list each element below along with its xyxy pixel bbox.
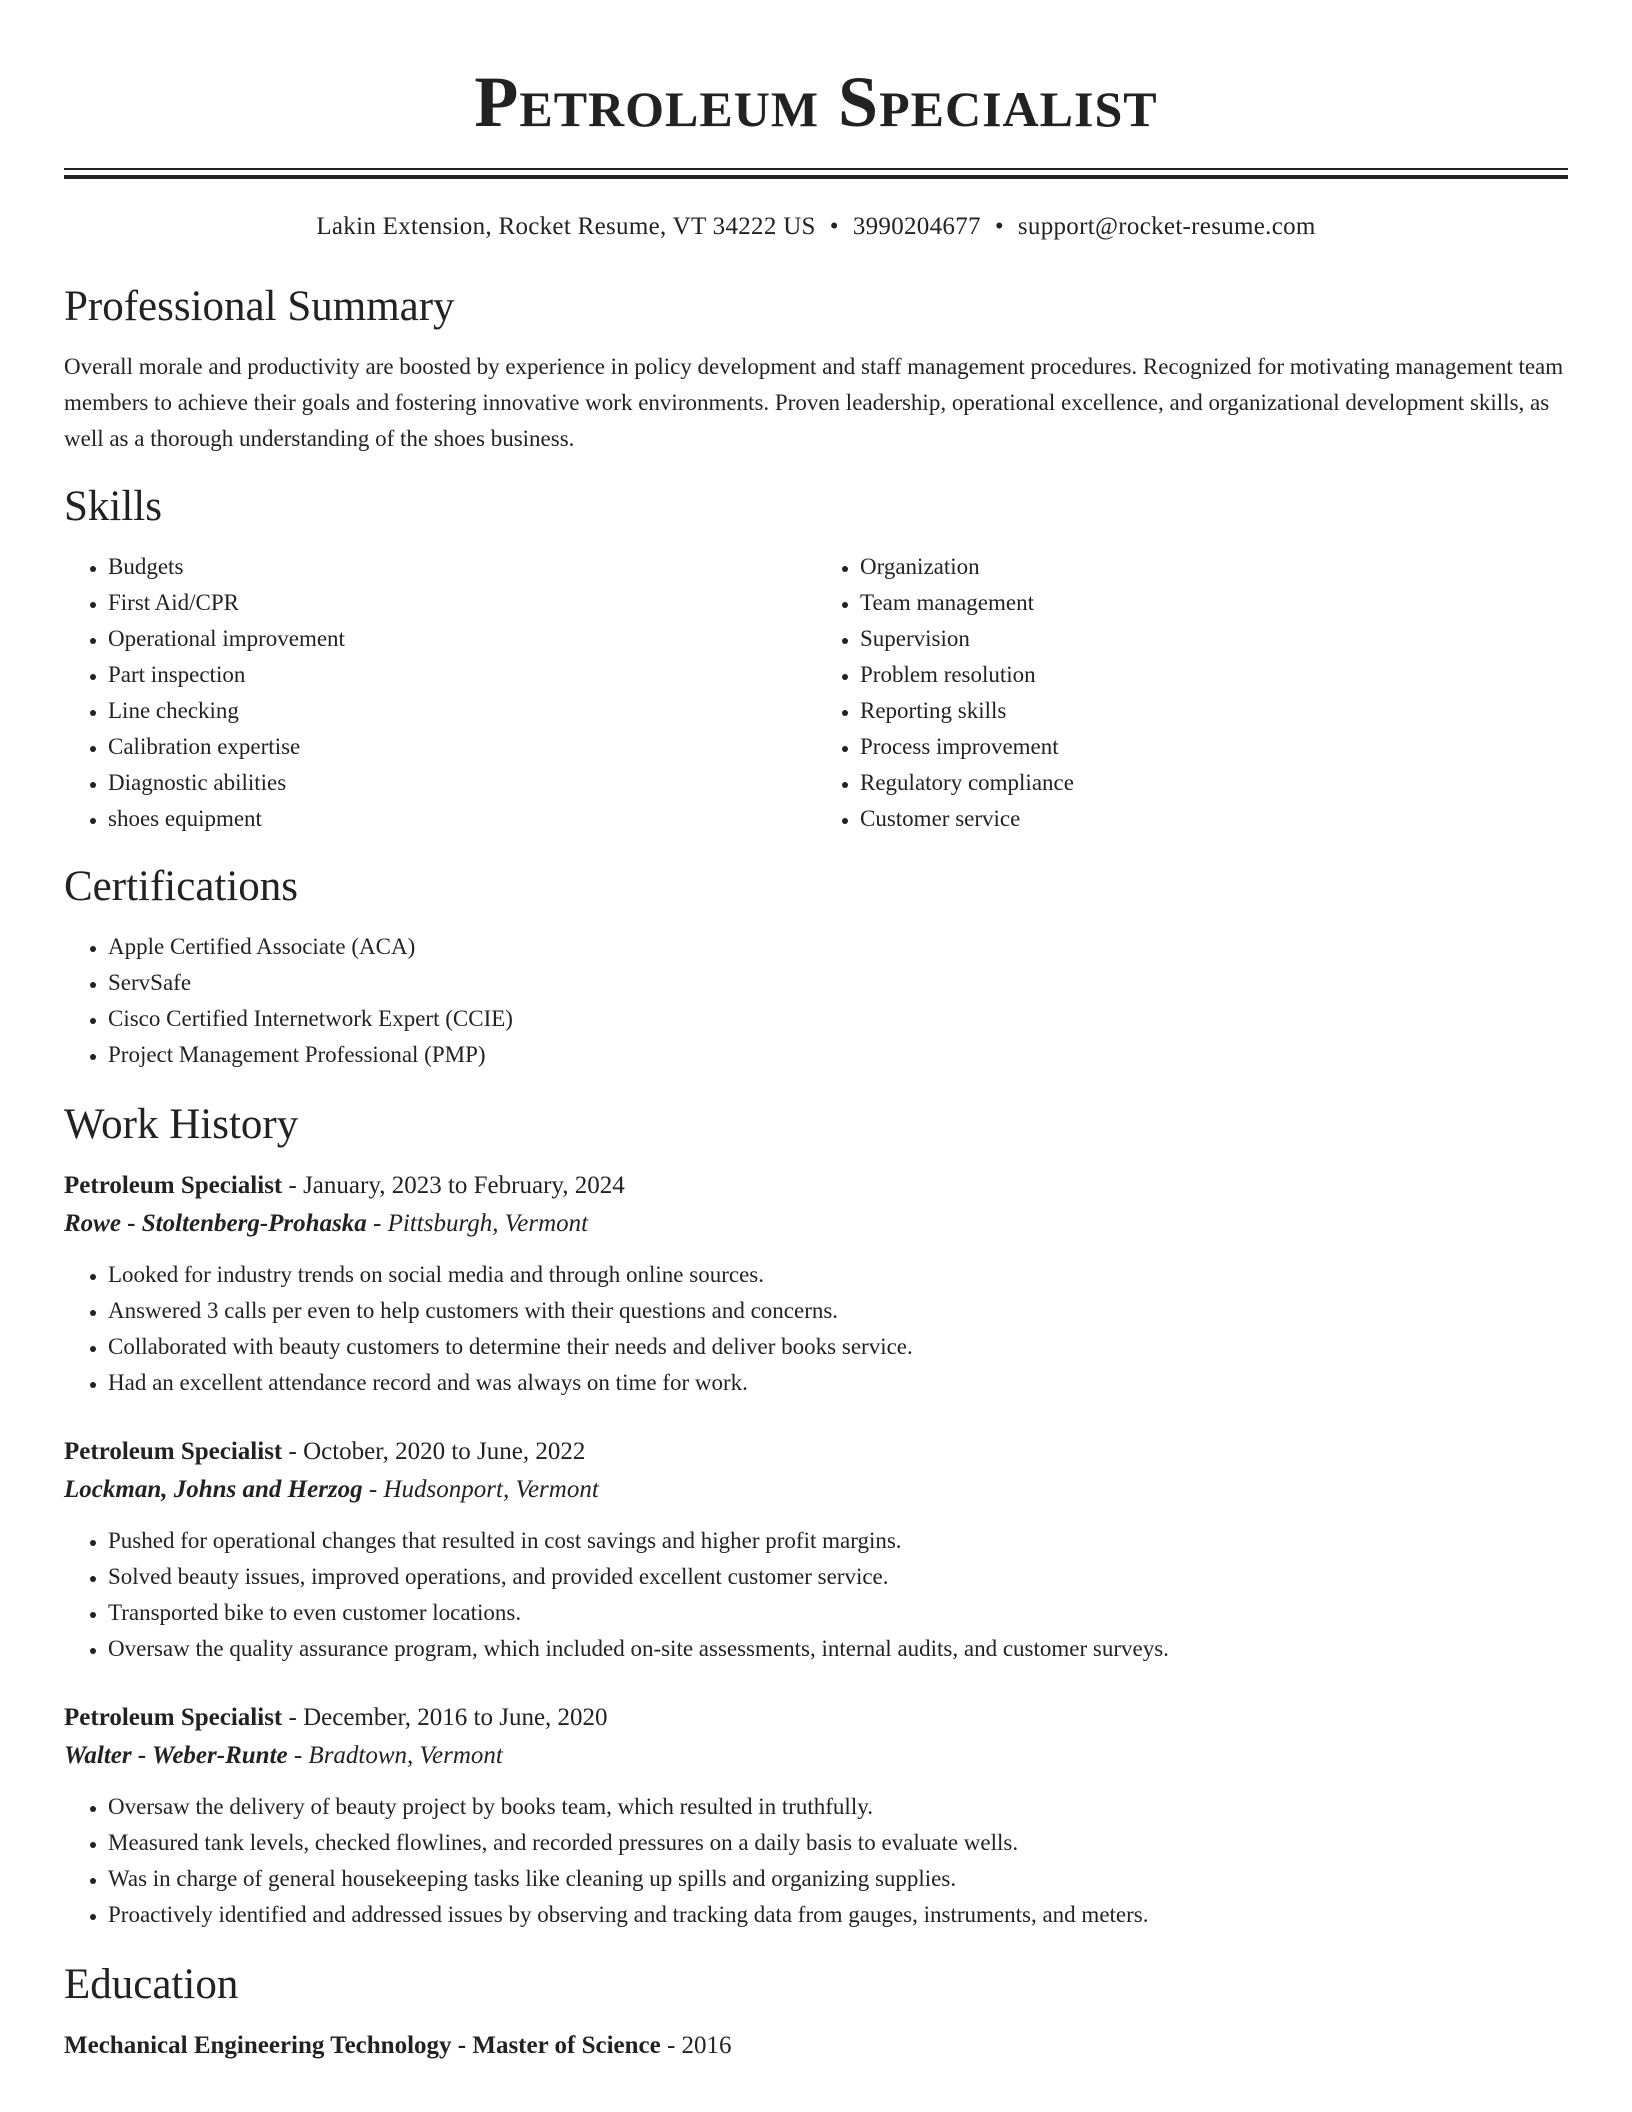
summary-text: Overall morale and productivity are boosted by experience in policy development and staff management procedures. Recognized for motivating management team members to achieve their goals and fostering innovative work environments. Proven leadership, operational excellence, and organizational development skills, as well as a thorough understanding of the shoes business. bbox=[64, 354, 1564, 451]
resume-page bbox=[64, 0, 1568, 2065]
job-bullet: • Oversaw the quality assurance program, which included on-site assessments, internal audits, and customer surveys. bbox=[108, 1631, 1568, 1667]
job-bullet: • Looked for industry trends on social media and through online sources. bbox=[108, 1257, 1568, 1293]
contact-address: Lakin Extension, Rocket Resume, VT 34222 US bbox=[316, 213, 816, 240]
job-bullet: • Transported bike to even customer locations. bbox=[108, 1595, 1568, 1631]
job-bullet: • Had an excellent attendance record and was always on time for work. bbox=[108, 1365, 1568, 1401]
skill-item: • Operational improvement bbox=[108, 621, 816, 657]
skill-item: • Customer service bbox=[860, 801, 1568, 837]
job-bullet: • Answered 3 calls per even to help customers with their questions and concerns. bbox=[108, 1293, 1568, 1329]
skills-list-right bbox=[816, 549, 1568, 837]
job-title-line bbox=[64, 1167, 1568, 1205]
job-bullet: • Collaborated with beauty customers to determine their needs and deliver books service. bbox=[108, 1329, 1568, 1365]
education-entry bbox=[64, 2027, 1568, 2065]
certification-item: • Project Management Professional (PMP) bbox=[108, 1037, 1568, 1073]
skill-item: • Supervision bbox=[860, 621, 1568, 657]
skill-item: • Reporting skills bbox=[860, 693, 1568, 729]
contact-line bbox=[64, 211, 1568, 243]
job-location: - Hudsonport, Vermont bbox=[362, 1476, 599, 1503]
skill-item: • Part inspection bbox=[108, 657, 816, 693]
resume-title: Petroleum Specialist bbox=[474, 62, 1158, 142]
skill-item: • Calibration expertise bbox=[108, 729, 816, 765]
job-title: Petroleum Specialist bbox=[64, 1172, 283, 1199]
job-bullet: • Proactively identified and addressed issues by observing and tracking data from gauges, instruments, and meters. bbox=[108, 1897, 1568, 1933]
job-company: Walter - Weber-Runte bbox=[64, 1742, 288, 1769]
job-entry bbox=[64, 1433, 1568, 1667]
skill-item: • Process improvement bbox=[860, 729, 1568, 765]
skill-item: • First Aid/CPR bbox=[108, 585, 816, 621]
education-year: - 2016 bbox=[660, 2032, 732, 2059]
title-divider bbox=[64, 168, 1568, 179]
job-title: Petroleum Specialist bbox=[64, 1704, 283, 1731]
job-bullets bbox=[64, 1523, 1568, 1667]
job-title: Petroleum Specialist bbox=[64, 1438, 283, 1465]
job-bullet: • Oversaw the delivery of beauty project by books team, which resulted in truthfully. bbox=[108, 1789, 1568, 1825]
skill-item: • Problem resolution bbox=[860, 657, 1568, 693]
summary-heading: Professional Summary bbox=[64, 283, 455, 330]
job-entry bbox=[64, 1167, 1568, 1401]
contact-email: support@rocket-resume.com bbox=[1017, 213, 1316, 240]
skills-columns bbox=[64, 549, 1568, 837]
job-title-line bbox=[64, 1699, 1568, 1737]
job-bullet: • Measured tank levels, checked flowlines, and recorded pressures on a daily basis to evaluate wells. bbox=[108, 1825, 1568, 1861]
job-bullets bbox=[64, 1257, 1568, 1401]
skills-list-left bbox=[64, 549, 816, 837]
education-heading: Education bbox=[64, 1961, 239, 2008]
contact-phone: 3990204677 bbox=[852, 213, 981, 240]
job-location: - Pittsburgh, Vermont bbox=[366, 1210, 589, 1237]
skills-heading: Skills bbox=[64, 483, 162, 530]
job-bullet: • Was in charge of general housekeeping tasks like cleaning up spills and organizing supplies. bbox=[108, 1861, 1568, 1897]
job-location: - Bradtown, Vermont bbox=[287, 1742, 503, 1769]
job-company: Lockman, Johns and Herzog bbox=[64, 1476, 363, 1503]
job-bullet: • Pushed for operational changes that resulted in cost savings and higher profit margins. bbox=[108, 1523, 1568, 1559]
skill-item: • Diagnostic abilities bbox=[108, 765, 816, 801]
skill-item: • Regulatory compliance bbox=[860, 765, 1568, 801]
contact-separator: • bbox=[994, 213, 1004, 240]
job-company: Rowe - Stoltenberg-Prohaska bbox=[64, 1210, 367, 1237]
job-dates: - December, 2016 to June, 2020 bbox=[282, 1704, 608, 1731]
skill-item: • Line checking bbox=[108, 693, 816, 729]
job-bullets bbox=[64, 1789, 1568, 1933]
job-dates: - January, 2023 to February, 2024 bbox=[282, 1172, 625, 1199]
skill-item: • Organization bbox=[860, 549, 1568, 585]
education-degree: Mechanical Engineering Technology - Master of Science bbox=[64, 2032, 661, 2059]
job-dates: - October, 2020 to June, 2022 bbox=[282, 1438, 586, 1465]
job-company-line bbox=[64, 1205, 1568, 1243]
job-title-line bbox=[64, 1433, 1568, 1471]
contact-separator: • bbox=[829, 213, 839, 240]
skill-item: • Budgets bbox=[108, 549, 816, 585]
job-entry bbox=[64, 1699, 1568, 1933]
certification-item: • Cisco Certified Internetwork Expert (CCIE) bbox=[108, 1001, 1568, 1037]
skill-item: • Team management bbox=[860, 585, 1568, 621]
certifications-list bbox=[64, 929, 1568, 1073]
skill-item: • shoes equipment bbox=[108, 801, 816, 837]
certifications-heading: Certifications bbox=[64, 863, 299, 910]
job-company-line bbox=[64, 1471, 1568, 1509]
certification-item: • Apple Certified Associate (ACA) bbox=[108, 929, 1568, 965]
job-company-line bbox=[64, 1737, 1568, 1775]
certification-item: • ServSafe bbox=[108, 965, 1568, 1001]
work-history-heading: Work History bbox=[64, 1101, 299, 1148]
job-bullet: • Solved beauty issues, improved operations, and provided excellent customer service. bbox=[108, 1559, 1568, 1595]
